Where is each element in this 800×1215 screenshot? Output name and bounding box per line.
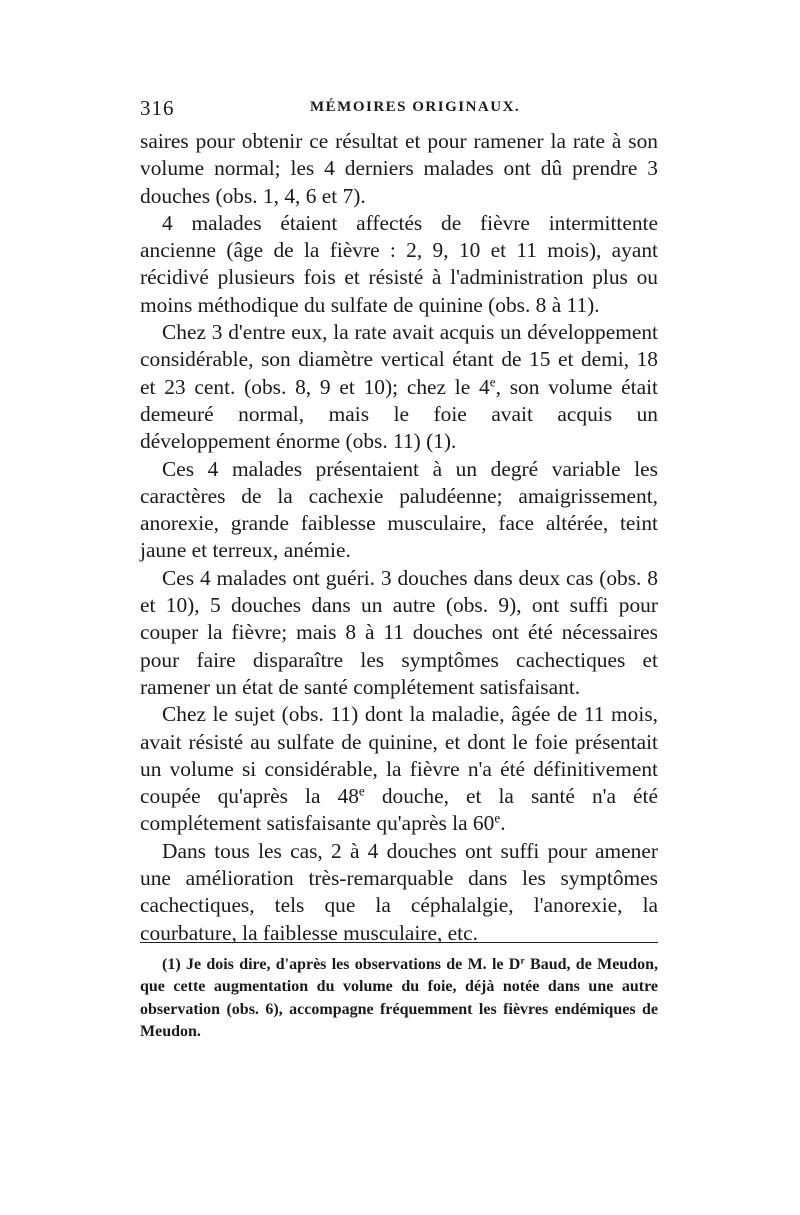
paragraph-6 — [140, 701, 658, 837]
ordinal-superscript: e — [358, 783, 365, 799]
paragraph-6-text-a: Chez le sujet (obs. 11) dont la maladie, âgée de 11 mois, avait résisté au sulfate de quinine, et dont le foie présentait un volume si considérable, la fièvre n'a été définitivement coupée qu'après la 48 — [140, 702, 658, 809]
paragraph-6-text-b: douche, et la santé n'a été complétement satisfaisante qu'après la 60 — [140, 784, 658, 836]
paragraph-1: saires pour obtenir ce résultat et pour ramener la rate à son volume normal; les 4 derniers malades ont dû prendre 3 douches (obs. 1, 4, 6 et 7). — [140, 129, 658, 208]
paragraph-5: Ces 4 malades ont guéri. 3 douches dans deux cas (obs. 8 et 10), 5 douches dans un autre (obs. 9), ont suffi pour couper la fièvre; mais 8 à 11 douches ont été nécessaires pour faire disparaître les symptômes cachectiques et ramener un état de santé complétement satisfaisant. — [140, 565, 658, 699]
paragraph-3-text-b: , son volume était demeuré normal, mais le foie avait acquis un développement énorme (obs. 11) (1). — [140, 374, 658, 454]
footnote — [140, 954, 658, 1043]
body-text — [140, 128, 658, 947]
paragraph-4: Ces 4 malades présentaient à un degré variable les caractères de la cachexie paludéenne; amaigrissement, anorexie, grande faiblesse musculaire, face altérée, teint jaune et terreux, anémie. — [140, 456, 658, 563]
page-header — [140, 96, 660, 126]
paragraph-7: Dans tous les cas, 2 à 4 douches ont suffi pour amener une amélioration très-remarquable dans les symptômes cachectiques, tels que la céphalalgie, l'anorexie, la courbature, la faiblesse musculaire, etc. — [140, 838, 658, 945]
paragraph-2: 4 malades étaient affectés de fièvre intermittente ancienne (âge de la fièvre : 2, 9, 10 et 11 mois), ayant récidivé plusieurs fois et résisté à l'administration plus ou moins méthodique du sulfate de quinine (obs. 8 à 11). — [140, 210, 658, 317]
title-superscript: r — [520, 955, 525, 967]
footnote-text-a: (1) Je dois dire, d'après les observations de M. le D — [162, 956, 521, 973]
paragraph-3-text-a: Chez 3 d'entre eux, la rate avait acquis un développement considérable, son diamètre vertical étant de 15 et demi, 18 et 23 cent. (obs. 8, 9 et 10); chez le 4 — [140, 320, 658, 399]
footnote-text-b: Baud, de Meudon, que cette augmentation du volume du foie, déjà notée dans une autre observation (obs. 6), accompagne fréquemment les fièvres endémiques de Meudon. — [140, 956, 658, 1040]
page-number: 316 — [140, 96, 175, 120]
paragraph-3 — [140, 319, 658, 455]
running-title: MÉMOIRES ORIGINAUX. — [310, 99, 521, 115]
ordinal-superscript: e — [494, 811, 501, 827]
paragraph-6-text-c: . — [500, 811, 506, 836]
ordinal-superscript: e — [489, 374, 496, 390]
footnote-divider — [140, 942, 658, 943]
